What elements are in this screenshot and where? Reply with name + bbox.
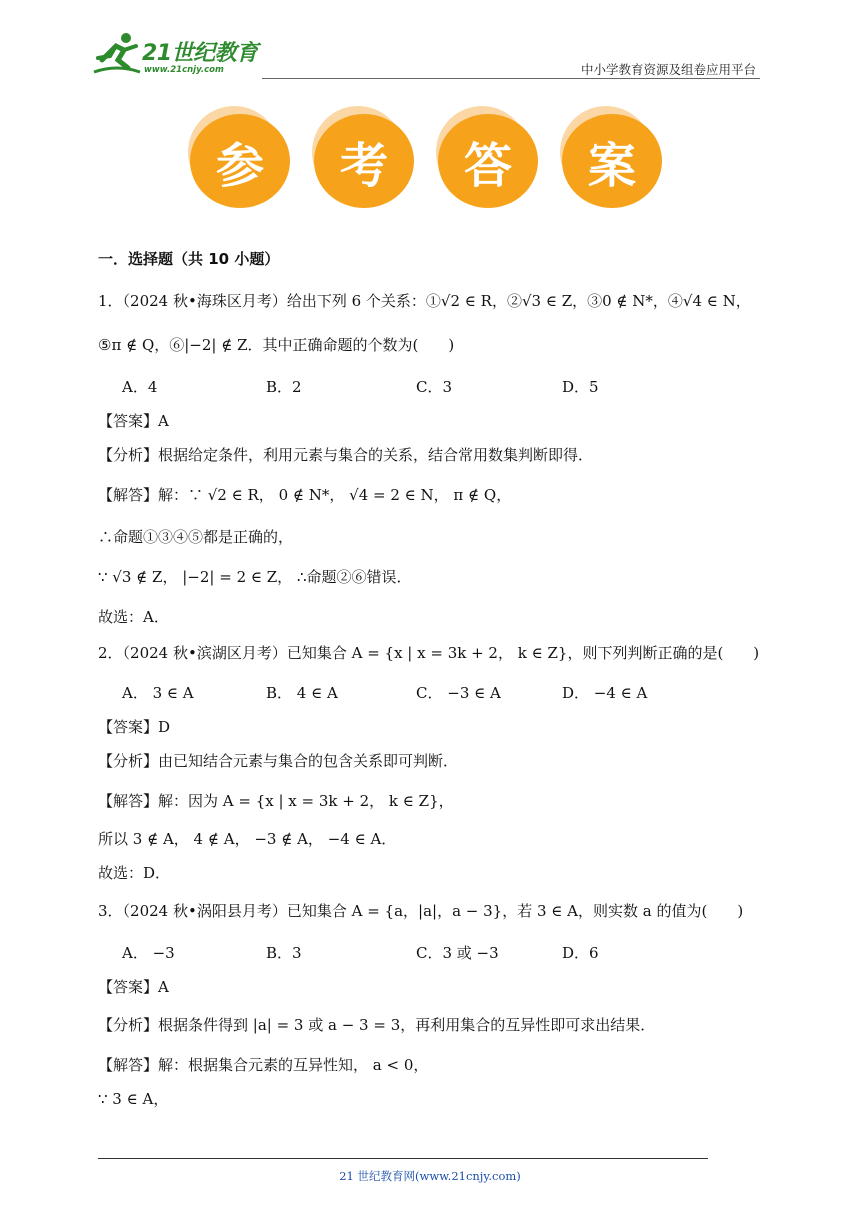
site-logo[interactable]: [92, 30, 262, 78]
banner-char: 案: [562, 114, 662, 208]
q2-option-b: B． 4 ∈ A: [266, 684, 338, 702]
q3-analysis: 【分析】根据条件得到 |a| = 3 或 a − 3 = 3，再利用集合的互异性即可求出结果．: [98, 1016, 656, 1034]
banner-char: 参: [190, 114, 290, 208]
footer-divider: [98, 1158, 708, 1159]
platform-name: 中小学教育资源及组卷应用平台: [580, 62, 756, 77]
answer-banner: [190, 106, 670, 210]
q2-solution-line: 所以 3 ∉ A， 4 ∉ A， −3 ∉ A， −4 ∈ A．: [98, 830, 397, 848]
q2-solution-line: 故选：D．: [98, 864, 171, 882]
q1-stem-line2: ⑤π ∉ Q，⑥|−2| ∉ Z．其中正确命题的个数为( ): [98, 336, 455, 354]
q2-solution-line: 【解答】解：因为 A = {x | x = 3k + 2， k ∈ Z}，: [98, 792, 454, 810]
q1-analysis: 【分析】根据给定条件，利用元素与集合的关系，结合常用数集判断即得．: [98, 446, 594, 464]
q1-solution-line: 故选：A．: [98, 608, 169, 626]
banner-char: 答: [438, 114, 538, 208]
q1-option-a: A．4: [122, 378, 158, 396]
logo-url: www.21cnjy.com: [144, 65, 224, 75]
q2-analysis: 【分析】由已知结合元素与集合的包含关系即可判断．: [98, 752, 459, 770]
q1-stem-line1: 1．（2024 秋•海珠区月考）给出下列 6 个关系：①√2 ∈ R，②√3 ∈ Z，③0 ∉ N*，④√4 ∈ N，: [98, 292, 751, 310]
q3-option-b: B．3: [266, 944, 302, 962]
q3-solution-line: 【解答】解：根据集合元素的互异性知， a < 0，: [98, 1056, 429, 1074]
header-divider: [262, 78, 760, 79]
q3-option-c: C．3 或 −3: [416, 944, 499, 962]
q2-option-a: A． 3 ∈ A: [122, 684, 194, 702]
footer-text[interactable]: 21 世纪教育网(www.21cnjy.com): [339, 1169, 521, 1183]
logo-text: 21世纪教育: [142, 41, 258, 66]
q3-answer: 【答案】A: [98, 978, 169, 996]
runner-logo-icon: [92, 30, 142, 78]
q1-solution-line: ∴命题①③④⑤都是正确的，: [98, 528, 294, 546]
q3-solution-line: ∵ 3 ∈ A，: [98, 1090, 169, 1108]
q2-stem: 2．（2024 秋•滨湖区月考）已知集合 A = {x | x = 3k + 2， k ∈ Z}，则下列判断正确的是( ): [98, 644, 760, 662]
q1-solution-line: 【解答】解：∵ √2 ∈ R， 0 ∉ N*， √4 = 2 ∈ N， π ∉ Q，: [98, 486, 512, 504]
q2-answer: 【答案】D: [98, 718, 171, 736]
q2-option-d: D． −4 ∈ A: [562, 684, 648, 702]
banner-char: 考: [314, 114, 414, 208]
q1-solution-line: ∵ √3 ∉ Z， |−2| = 2 ∈ Z， ∴命题②⑥错误．: [98, 568, 412, 586]
q3-option-d: D．6: [562, 944, 599, 962]
q2-option-c: C． −3 ∈ A: [416, 684, 501, 702]
q1-option-c: C．3: [416, 378, 453, 396]
q3-option-a: A． −3: [122, 944, 175, 962]
q1-option-d: D．5: [562, 378, 599, 396]
q3-stem: 3．（2024 秋•涡阳县月考）已知集合 A = {a，|a|，a − 3}，若 3 ∈ A，则实数 a 的值为( ): [98, 902, 744, 920]
q1-option-b: B．2: [266, 378, 302, 396]
section-title: 一．选择题（共 10 小题）: [98, 250, 280, 268]
q1-answer: 【答案】A: [98, 412, 169, 430]
page-header: [0, 0, 860, 90]
